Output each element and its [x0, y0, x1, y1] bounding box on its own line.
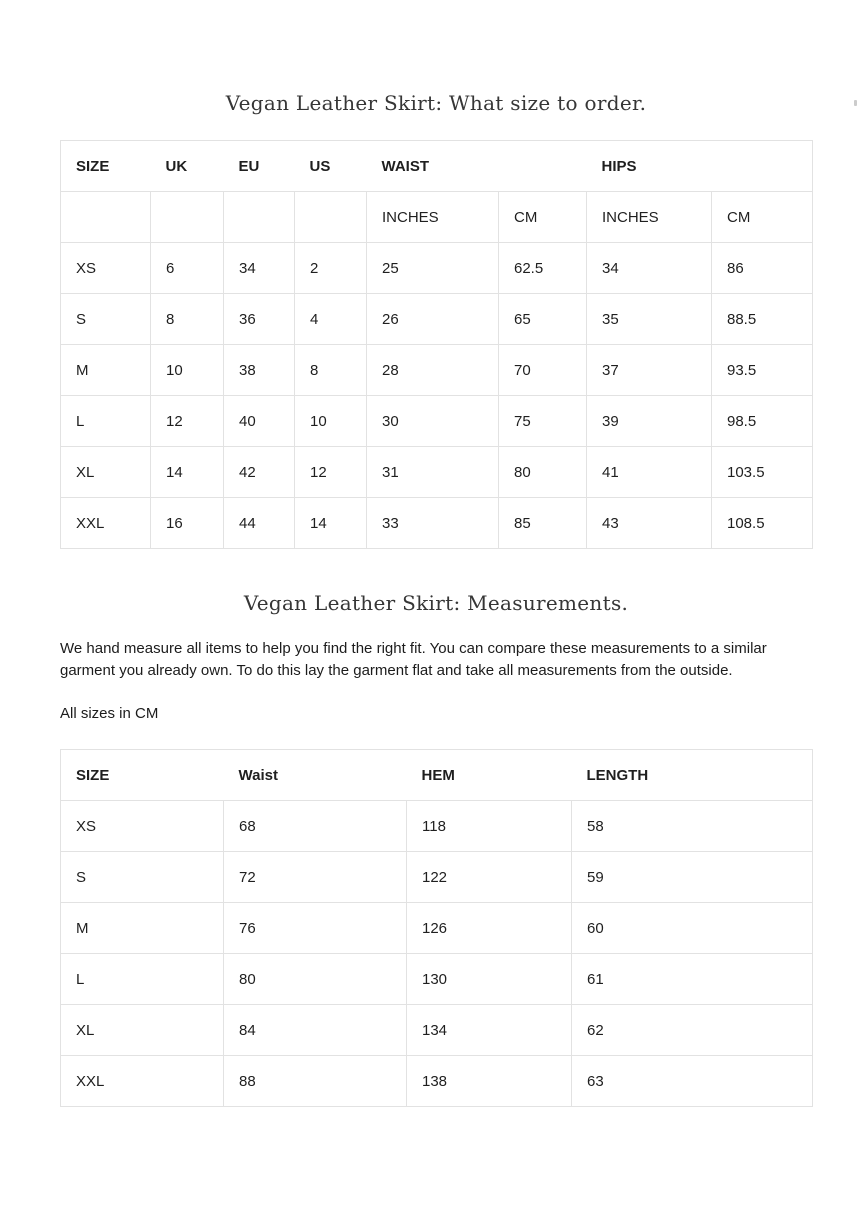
value-cell: 118 — [407, 801, 572, 852]
table-row — [61, 1005, 813, 1056]
value-cell: 84 — [224, 1005, 407, 1056]
value-cell: 60 — [572, 903, 813, 954]
value-cell: 88 — [224, 1056, 407, 1107]
value-cell: 33 — [367, 498, 499, 549]
column-header-us: US — [295, 141, 367, 192]
column-header-hips: HIPS — [587, 141, 813, 192]
value-cell: 80 — [499, 447, 587, 498]
table-row — [61, 447, 813, 498]
empty-cell — [61, 192, 151, 243]
value-cell: 63 — [572, 1056, 813, 1107]
subheader-hips-inches: INCHES — [587, 192, 712, 243]
subheader-waist-inches: INCHES — [367, 192, 499, 243]
table-row — [61, 396, 813, 447]
value-cell: 28 — [367, 345, 499, 396]
value-cell: 35 — [587, 294, 712, 345]
value-cell: 34 — [224, 243, 295, 294]
value-cell: 31 — [367, 447, 499, 498]
value-cell: 39 — [587, 396, 712, 447]
size-cell: XXL — [61, 1056, 224, 1107]
value-cell: 126 — [407, 903, 572, 954]
value-cell: 80 — [224, 954, 407, 1005]
size-cell: XXL — [61, 498, 151, 549]
table-row — [61, 498, 813, 549]
table-row — [61, 243, 813, 294]
value-cell: 30 — [367, 396, 499, 447]
size-cell: XS — [61, 801, 224, 852]
value-cell: 44 — [224, 498, 295, 549]
order-section-title: Vegan Leather Skirt: What size to order. — [225, 91, 647, 115]
column-header-size: SIZE — [61, 141, 151, 192]
column-header-hem: HEM — [407, 750, 572, 801]
value-cell: 68 — [224, 801, 407, 852]
value-cell: 2 — [295, 243, 367, 294]
value-cell: 43 — [587, 498, 712, 549]
table-row — [61, 801, 813, 852]
value-cell: 59 — [572, 852, 813, 903]
column-header-waist: Waist — [224, 750, 407, 801]
value-cell: 41 — [587, 447, 712, 498]
value-cell: 103.5 — [712, 447, 813, 498]
empty-cell — [151, 192, 224, 243]
value-cell: 70 — [499, 345, 587, 396]
value-cell: 86 — [712, 243, 813, 294]
table-row — [61, 345, 813, 396]
table-header-row — [61, 141, 813, 192]
value-cell: 138 — [407, 1056, 572, 1107]
value-cell: 72 — [224, 852, 407, 903]
value-cell: 6 — [151, 243, 224, 294]
empty-cell — [295, 192, 367, 243]
column-header-eu: EU — [224, 141, 295, 192]
value-cell: 10 — [151, 345, 224, 396]
subheader-waist-cm: CM — [499, 192, 587, 243]
value-cell: 14 — [295, 498, 367, 549]
value-cell: 8 — [151, 294, 224, 345]
size-cell: L — [61, 954, 224, 1005]
value-cell: 98.5 — [712, 396, 813, 447]
size-guide-page — [60, 0, 812, 1107]
size-cell: S — [61, 294, 151, 345]
size-cell: XS — [61, 243, 151, 294]
value-cell: 130 — [407, 954, 572, 1005]
measurements-table-wrap — [60, 749, 812, 1107]
value-cell: 34 — [587, 243, 712, 294]
value-cell: 93.5 — [712, 345, 813, 396]
column-header-waist: WAIST — [367, 141, 587, 192]
column-header-size: SIZE — [61, 750, 224, 801]
size-cell: M — [61, 345, 151, 396]
measurement-intro-text: We hand measure all items to help you find the right fit. You can compare these measurements to a similar garment you already own. To do this lay the garment flat and take all measurements from the outside. — [60, 640, 767, 679]
value-cell: 37 — [587, 345, 712, 396]
size-cell: L — [61, 396, 151, 447]
value-cell: 76 — [224, 903, 407, 954]
value-cell: 65 — [499, 294, 587, 345]
value-cell: 38 — [224, 345, 295, 396]
stray-mark — [854, 100, 857, 106]
column-header-uk: UK — [151, 141, 224, 192]
table-row — [61, 852, 813, 903]
table-row — [61, 903, 813, 954]
measurements-section-title: Vegan Leather Skirt: Measurements. — [243, 591, 629, 615]
value-cell: 122 — [407, 852, 572, 903]
value-cell: 58 — [572, 801, 813, 852]
table-header-row — [61, 750, 813, 801]
column-header-length: LENGTH — [572, 750, 813, 801]
table-row — [61, 294, 813, 345]
subheader-hips-cm: CM — [712, 192, 813, 243]
value-cell: 36 — [224, 294, 295, 345]
size-cell: M — [61, 903, 224, 954]
size-conversion-table — [60, 140, 813, 549]
value-cell: 25 — [367, 243, 499, 294]
size-cell: XL — [61, 1005, 224, 1056]
units-note: All sizes in CM — [60, 705, 159, 722]
value-cell: 12 — [295, 447, 367, 498]
value-cell: 26 — [367, 294, 499, 345]
value-cell: 85 — [499, 498, 587, 549]
value-cell: 14 — [151, 447, 224, 498]
value-cell: 62 — [572, 1005, 813, 1056]
measurements-table — [60, 749, 813, 1107]
table-subheader-row — [61, 192, 813, 243]
value-cell: 4 — [295, 294, 367, 345]
value-cell: 12 — [151, 396, 224, 447]
size-cell: XL — [61, 447, 151, 498]
value-cell: 40 — [224, 396, 295, 447]
value-cell: 62.5 — [499, 243, 587, 294]
value-cell: 16 — [151, 498, 224, 549]
value-cell: 88.5 — [712, 294, 813, 345]
size-cell: S — [61, 852, 224, 903]
value-cell: 134 — [407, 1005, 572, 1056]
value-cell: 108.5 — [712, 498, 813, 549]
value-cell: 10 — [295, 396, 367, 447]
empty-cell — [224, 192, 295, 243]
table-row — [61, 954, 813, 1005]
table-row — [61, 1056, 813, 1107]
value-cell: 75 — [499, 396, 587, 447]
value-cell: 42 — [224, 447, 295, 498]
value-cell: 61 — [572, 954, 813, 1005]
value-cell: 8 — [295, 345, 367, 396]
